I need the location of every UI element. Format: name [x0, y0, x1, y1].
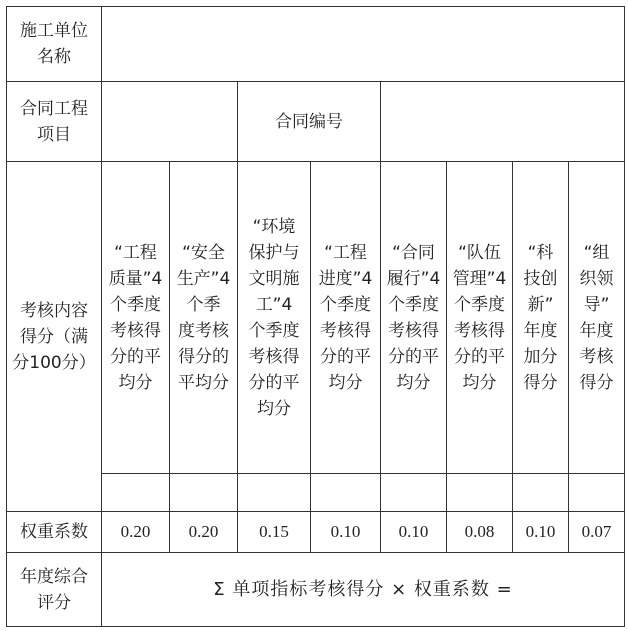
row-weight-coefficients	[7, 512, 625, 553]
label-weight-coefficient: 权重系数	[7, 512, 102, 553]
score-cell	[381, 474, 447, 512]
item-engineering-quality: “工程 质量”4 个季度 考核得 分的平 均分	[102, 162, 170, 474]
weight-value: 0.15	[238, 512, 311, 553]
score-cell	[569, 474, 625, 512]
weight-value: 0.20	[102, 512, 170, 553]
score-cell	[447, 474, 513, 512]
score-cell	[238, 474, 311, 512]
item-team-management: “队伍 管理”4 个季度 考核得 分的平 均分	[447, 162, 513, 474]
label-construction-unit-name: 施工单位 名称	[7, 7, 102, 82]
item-contract-performance: “合同 履行”4 个季度 考核得 分的平 均分	[381, 162, 447, 474]
label-contract-number: 合同编号	[238, 82, 381, 162]
score-cell	[311, 474, 381, 512]
row-contract-project	[7, 82, 625, 162]
annual-score-formula: Σ 单项指标考核得分 × 权重系数 =	[102, 553, 625, 627]
weight-value: 0.20	[170, 512, 238, 553]
label-assessment-score: 考核内容 得分（满 分100分）	[7, 162, 102, 512]
weight-value: 0.08	[447, 512, 513, 553]
value-contract-number	[381, 82, 625, 162]
weight-value: 0.10	[311, 512, 381, 553]
label-contract-project: 合同工程 项目	[7, 82, 102, 162]
item-safety-production: “安全 生产”4 个季 度考核 得分的 平均分	[170, 162, 238, 474]
value-contract-project	[102, 82, 238, 162]
value-construction-unit-name	[102, 7, 625, 82]
score-cell	[170, 474, 238, 512]
label-annual-composite-score: 年度综合 评分	[7, 553, 102, 627]
weight-value: 0.07	[569, 512, 625, 553]
item-organization-leadership: “组 织领 导” 年度 考核 得分	[569, 162, 625, 474]
item-tech-innovation: “科 技创 新” 年度 加分 得分	[513, 162, 569, 474]
assessment-table	[6, 6, 625, 627]
score-cell	[513, 474, 569, 512]
row-construction-unit	[7, 7, 625, 82]
score-cell	[102, 474, 170, 512]
weight-value: 0.10	[513, 512, 569, 553]
item-engineering-progress: “工程 进度”4 个季度 考核得 分的平 均分	[311, 162, 381, 474]
row-annual-score	[7, 553, 625, 627]
item-environment-civilized: “环境 保护与 文明施 工”4 个季度 考核得 分的平 均分	[238, 162, 311, 474]
row-assessment-items	[7, 162, 625, 474]
weight-value: 0.10	[381, 512, 447, 553]
